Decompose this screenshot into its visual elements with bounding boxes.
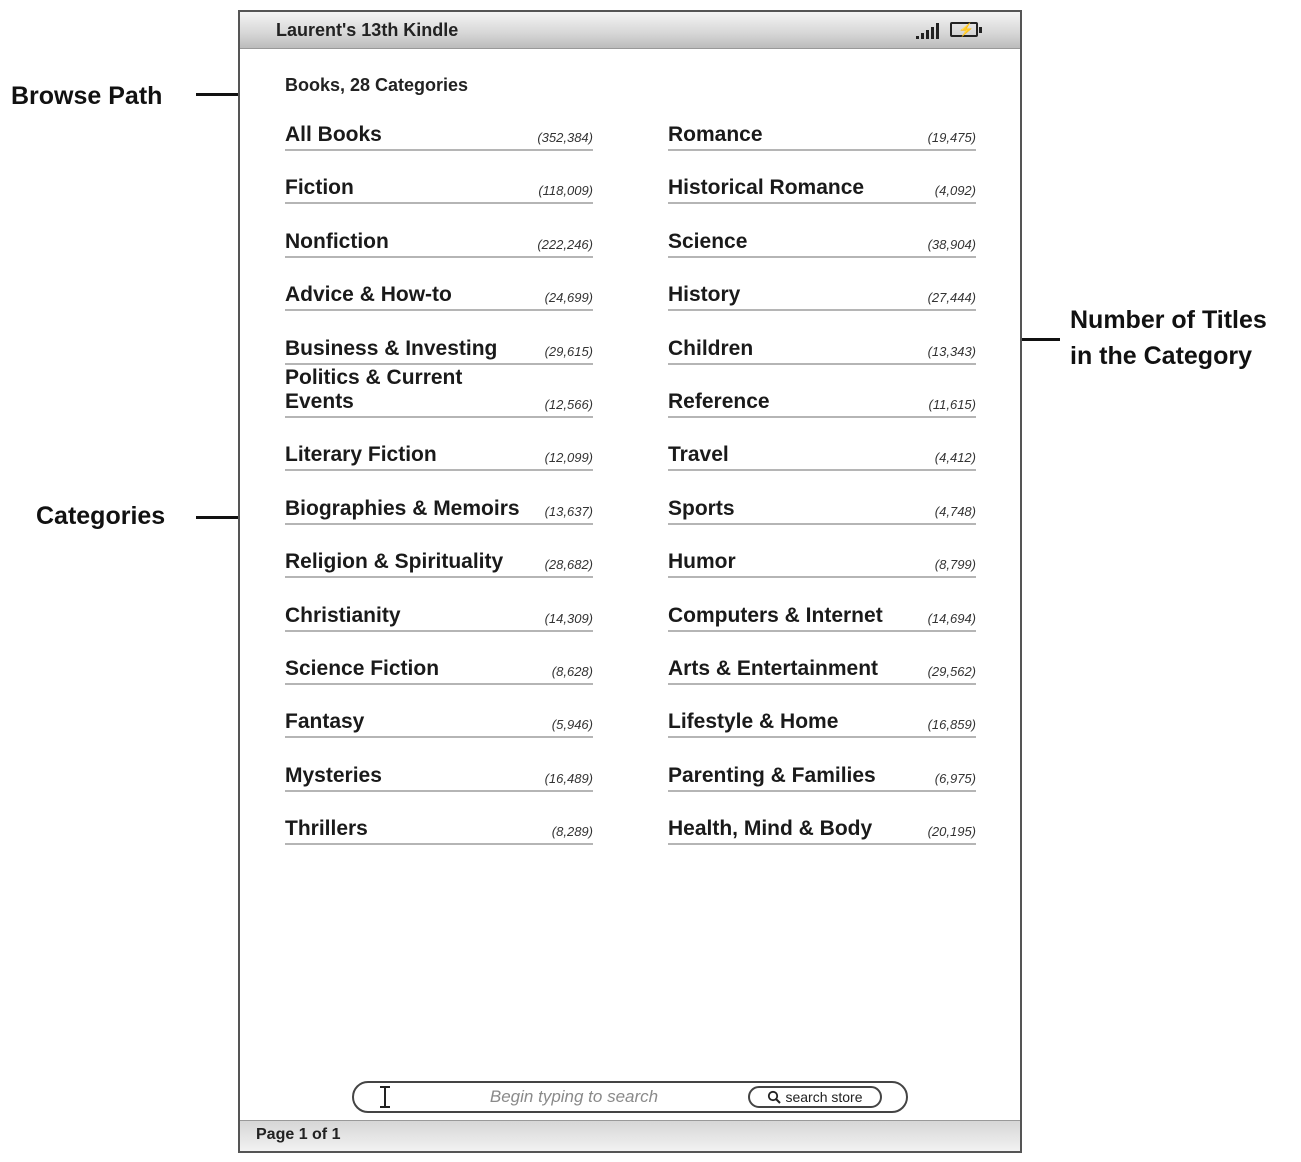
category-item[interactable] [285, 366, 593, 418]
category-name: Business & Investing [285, 337, 498, 360]
category-title-count: (19,475) [927, 130, 976, 145]
category-title-count: (13,343) [927, 344, 976, 359]
category-item[interactable] [668, 105, 976, 151]
category-title-count: (222,246) [537, 237, 593, 252]
category-name: Romance [668, 123, 763, 146]
category-title-count: (16,489) [544, 771, 593, 786]
category-name: Fiction [285, 176, 354, 199]
search-bar[interactable] [352, 1081, 908, 1113]
category-title-count: (16,859) [927, 717, 976, 732]
category-name: Christianity [285, 604, 401, 627]
category-name: Literary Fiction [285, 443, 437, 466]
category-name: Health, Mind & Body [668, 817, 873, 840]
category-name: Reference [668, 390, 770, 413]
title-bar [240, 12, 1020, 49]
category-name: Sports [668, 497, 735, 520]
category-title-count: (12,099) [544, 450, 593, 465]
category-item[interactable] [668, 425, 976, 471]
category-title-count: (4,412) [934, 450, 976, 465]
category-item[interactable] [285, 746, 593, 792]
category-name: Historical Romance [668, 176, 865, 199]
signal-strength-icon [916, 23, 942, 39]
category-name: Humor [668, 550, 736, 573]
status-bar [240, 1120, 1020, 1151]
category-title-count: (13,637) [544, 504, 593, 519]
category-item[interactable] [668, 212, 976, 258]
category-title-count: (118,009) [538, 183, 593, 198]
category-name: Fantasy [285, 710, 365, 733]
category-title-count: (11,615) [928, 397, 976, 412]
category-name: History [668, 283, 741, 306]
category-name: Politics & Current Events [285, 366, 463, 413]
category-item[interactable] [285, 105, 593, 151]
callout-titles-line1: Number of Titles [1070, 306, 1267, 334]
category-item[interactable] [668, 799, 976, 845]
category-item[interactable] [285, 479, 593, 525]
category-title-count: (8,799) [934, 557, 976, 572]
category-title-count: (8,628) [551, 664, 593, 679]
category-name: Lifestyle & Home [668, 710, 839, 733]
callout-browse-path: Browse Path [11, 82, 163, 110]
magnifier-icon [767, 1090, 781, 1104]
category-item[interactable] [285, 212, 593, 258]
category-name: Biographies & Memoirs [285, 497, 520, 520]
browse-path: Books, 28 Categories [285, 75, 469, 95]
category-name: Religion & Spirituality [285, 550, 504, 573]
category-name: Nonfiction [285, 230, 389, 253]
category-title-count: (29,615) [544, 344, 593, 359]
search-input[interactable] [414, 1087, 734, 1107]
category-item[interactable] [668, 692, 976, 738]
category-title-count: (14,309) [544, 611, 593, 626]
category-item[interactable] [285, 425, 593, 471]
category-title-count: (352,384) [537, 130, 593, 145]
category-item[interactable] [285, 158, 593, 204]
category-item[interactable] [285, 319, 593, 365]
category-title-count: (14,694) [927, 611, 976, 626]
category-item[interactable] [668, 586, 976, 632]
category-item[interactable] [668, 265, 976, 311]
category-name: Parenting & Families [668, 764, 876, 787]
category-item[interactable] [285, 639, 593, 685]
category-name: Mysteries [285, 764, 382, 787]
category-title-count: (4,092) [934, 183, 976, 198]
category-name: Advice & How-to [285, 283, 452, 306]
category-title-count: (4,748) [934, 504, 976, 519]
category-item[interactable] [285, 532, 593, 578]
category-title-count: (27,444) [927, 290, 976, 305]
category-item[interactable] [668, 532, 976, 578]
page-indicator: Page 1 of 1 [256, 1126, 341, 1143]
category-item[interactable] [668, 158, 976, 204]
category-item[interactable] [668, 746, 976, 792]
category-name: Children [668, 337, 754, 360]
category-name: Computers & Internet [668, 604, 883, 627]
category-name: Science [668, 230, 748, 253]
category-name: Science Fiction [285, 657, 440, 680]
kindle-screen [238, 10, 1022, 1153]
category-name: All Books [285, 123, 382, 146]
category-title-count: (12,566) [544, 397, 593, 412]
search-store-label: search store [785, 1089, 863, 1105]
category-item[interactable] [285, 799, 593, 845]
category-item[interactable] [668, 319, 976, 365]
category-item[interactable] [668, 479, 976, 525]
category-title-count: (6,975) [934, 771, 976, 786]
device-title: Laurent's 13th Kindle [276, 20, 459, 40]
category-title-count: (20,195) [927, 824, 976, 839]
category-item[interactable] [285, 265, 593, 311]
category-item[interactable] [668, 372, 976, 418]
category-title-count: (28,682) [544, 557, 593, 572]
callout-categories: Categories [36, 502, 166, 530]
search-store-button[interactable] [748, 1086, 882, 1108]
category-item[interactable] [285, 692, 593, 738]
category-title-count: (38,904) [927, 237, 976, 252]
category-name: Arts & Entertainment [668, 657, 879, 680]
category-item[interactable] [668, 639, 976, 685]
category-title-count: (29,562) [927, 664, 976, 679]
category-title-count: (5,946) [551, 717, 593, 732]
battery-charging-icon: ⚡ [950, 22, 978, 37]
category-name: Thrillers [285, 817, 368, 840]
text-cursor-icon [380, 1086, 390, 1108]
category-title-count: (24,699) [544, 290, 593, 305]
category-name: Travel [668, 443, 729, 466]
callout-titles-line2: in the Category [1070, 342, 1252, 370]
category-item[interactable] [285, 586, 593, 632]
category-title-count: (8,289) [551, 824, 593, 839]
